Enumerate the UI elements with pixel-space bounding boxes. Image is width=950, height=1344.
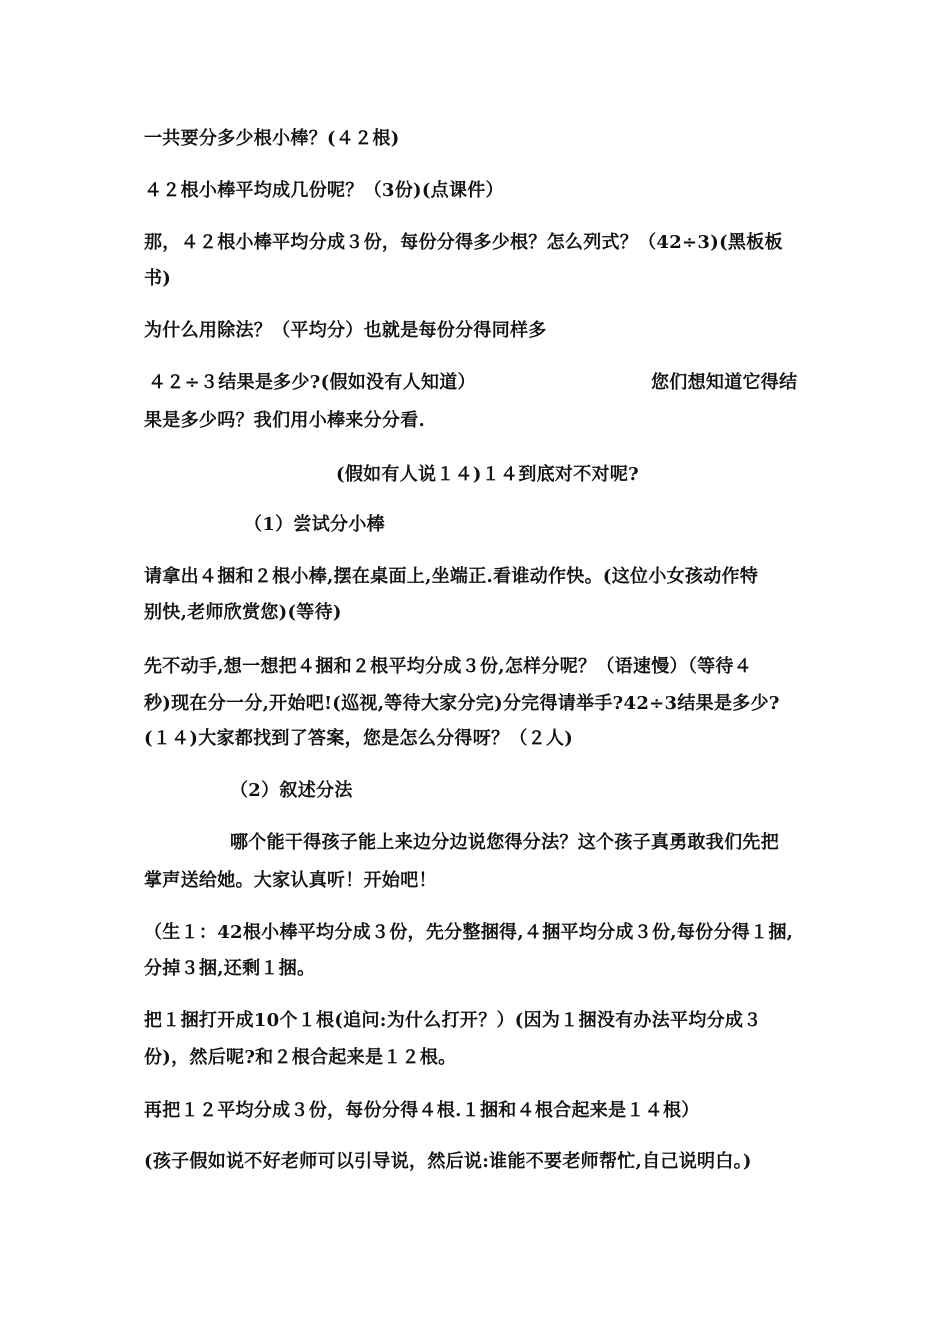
text-line: ４２÷３结果是多少?(假如没有人知道） xyxy=(148,372,476,393)
text-line: 哪个能干得孩子能上来边分边说您得分法？这个孩子真勇敢我们先把 xyxy=(230,832,779,853)
text-line: 果是多少吗？我们用小棒来分分看. xyxy=(144,410,426,431)
text-line: 把１捆打开成10个１根(追问:为什么打开？）(因为１捆没有办法平均分成３ xyxy=(144,1010,762,1031)
text-line: 请拿出４捆和２根小棒,摆在桌面上,坐端正.看谁动作快。(这位小女孩动作特 xyxy=(144,566,759,587)
text-line: (假如有人说１４)１４到底对不对呢? xyxy=(336,464,639,485)
text-line: 先不动手,想一想把４捆和２根平均分成３份,怎样分呢？（语速慢）（等待４ xyxy=(144,656,753,677)
text-line: (孩子假如说不好老师可以引导说，然后说:谁能不要老师帮忙,自己说明白。) xyxy=(144,1151,752,1172)
section-heading: （1）尝试分小棒 xyxy=(244,514,385,535)
text-line: 书) xyxy=(144,268,172,289)
text-line: 别快,老师欣赏您)(等待) xyxy=(144,602,342,623)
text-line: 分掉３捆,还剩１捆。 xyxy=(144,958,316,979)
text-line: 您们想知道它得结 xyxy=(651,372,798,393)
text-line: 一共要分多少根小棒？(４２根) xyxy=(144,128,400,149)
text-line: 再把１２平均分成３份，每份分得４根.１捆和４根合起来是１４根） xyxy=(144,1100,700,1121)
section-heading: （2）叙述分法 xyxy=(230,780,353,801)
text-line: (１４)大家都找到了答案，您是怎么分得呀？（２人) xyxy=(144,728,574,749)
text-line: （生１：42根小棒平均分成３份，先分整捆得,４捆平均分成３份,每份分得１捆, xyxy=(144,922,794,943)
text-line: ４２根小棒平均成几份呢？（3份)(点课件） xyxy=(144,180,504,201)
text-line: 秒)现在分一分,开始吧!(巡视,等待大家分完)分完得请举手?42÷3结果是多少? xyxy=(144,693,780,714)
text-line: 那，４２根小棒平均分成３份，每份分得多少根？怎么列式？（42÷3)(黑板板 xyxy=(144,232,783,253)
text-line: 掌声送给她。大家认真听！开始吧！ xyxy=(144,870,437,891)
text-line: 为什么用除法？（平均分）也就是每份分得同样多 xyxy=(144,320,547,341)
text-line: 份)，然后呢?和２根合起来是１２根。 xyxy=(144,1047,457,1068)
